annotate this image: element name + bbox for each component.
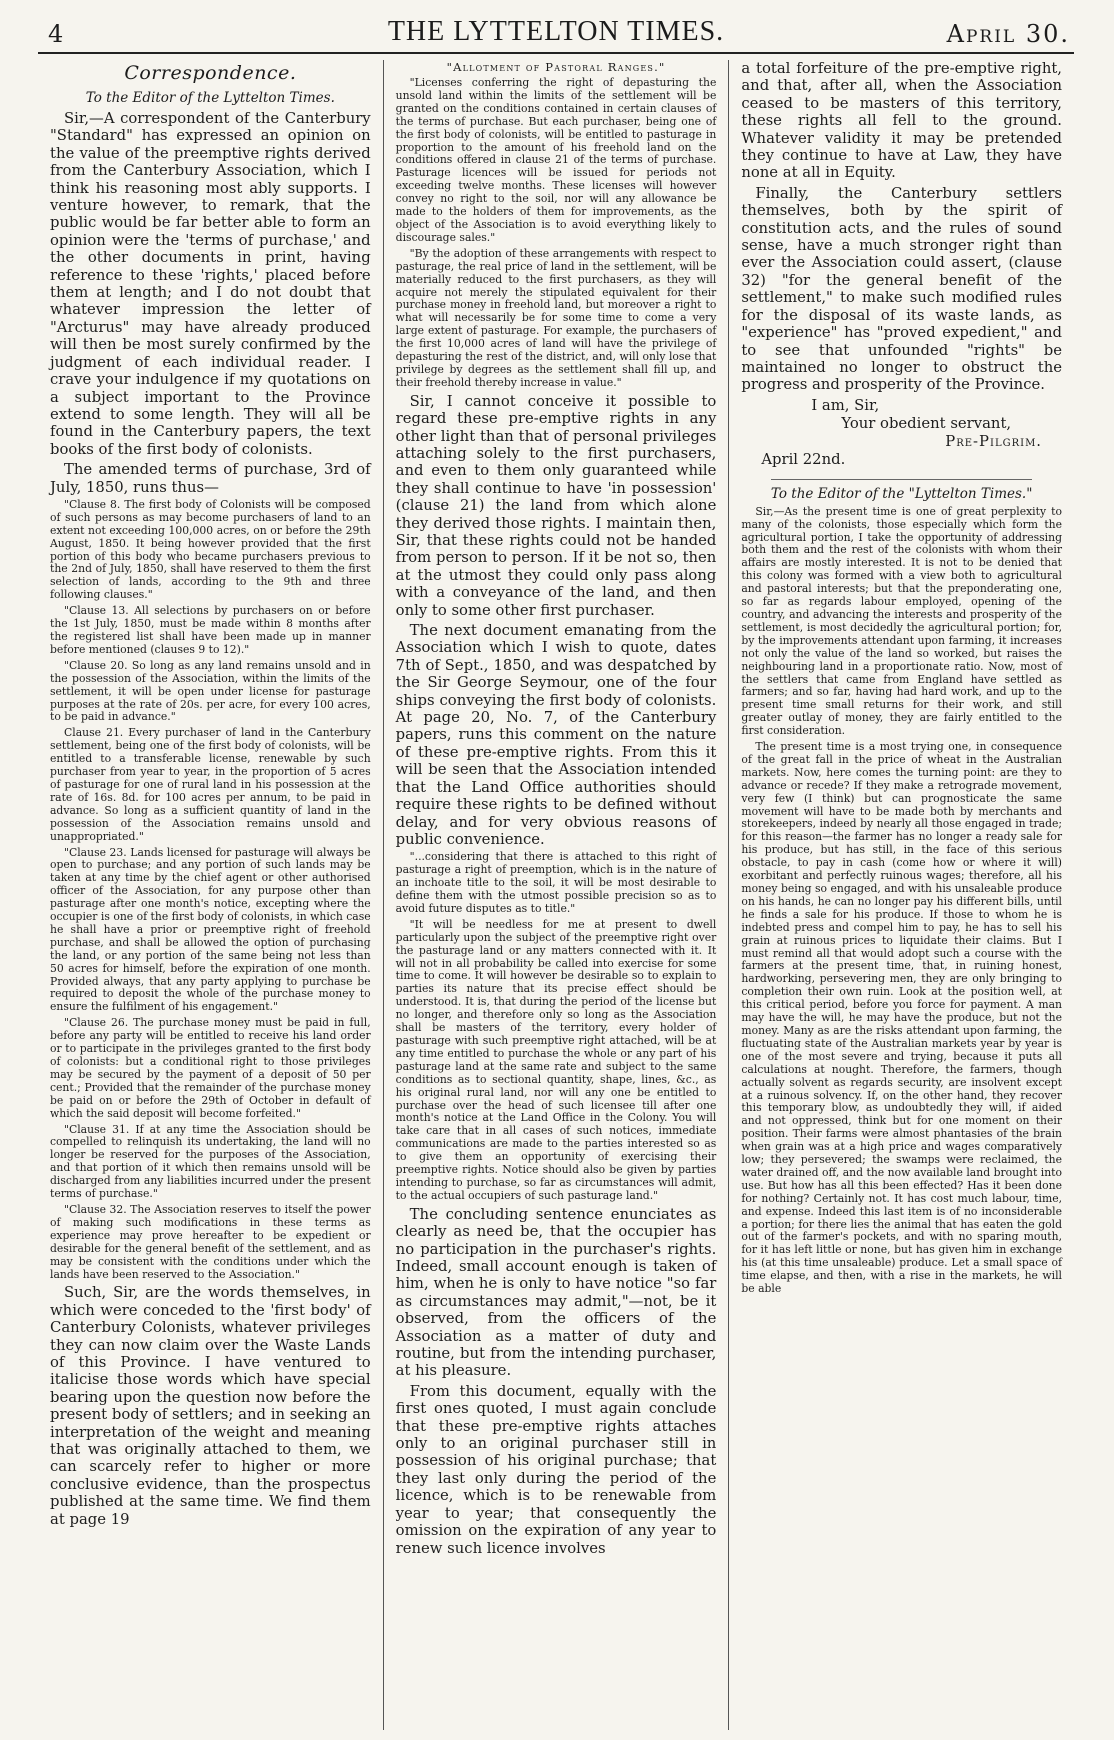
paragraph: Finally, the Canterbury settlers themselves, both by the spirit of constitution acts, and the rules of sound sense, have a much stronger right than ever the Association could assert, (clause 32) "for the general benefit of the settlement," to make such modified rules for the disposal of its waste lands, as "experience" has "proved expedient," and to see that unfounded "rights" be maintained no longer to obstruct the progress and prosperity of the Province.: [741, 184, 1063, 394]
columns: [38, 60, 1074, 1730]
quoted-clause: "Clause 13. All selections by purchasers on or before the 1st July, 1850, must be made within 8 months after the registered list shall have been made up in manner before mentioned (clauses 9 to 12).": [50, 604, 371, 656]
quoted-clause: "Clause 31. If at any time the Association should be compelled to relinquish its undertaking, the land will no longer be reserved for the purposes of the Association, and that portion of it which then remains unsold will be discharged from any liabilities incurred under the present terms of purchase.": [50, 1122, 371, 1201]
quoted-passage: "By the adoption of these arrangements with respect to pasturage, the real price of land in the settlement, will be materially reduced to the first purchasers, as they will acquire not merely the stipulated equivalent for their purchase money in freehold land, but moreover a right to what will necessarily be for some time to come a very large extent of pasturage. For example, the purchasers of the first 10,000 acres of land will have the privilege of depasturing the rest of the district, and, will only lose that privilege by degrees as the settlement shall fill up, and their freehold thereby increase in value.": [395, 246, 717, 389]
paragraph: From this document, equally with the first ones quoted, I must again conclude that these pre-emptive rights attaches only to an original purchaser still in possession of his original purchase; that they last only during the period of the licence, which is to be renewable from year to year; that consequently the omission on the expiration of any year to renew such licence involves: [395, 1382, 717, 1557]
letter-date: April 22nd.: [761, 450, 846, 468]
paragraph: Sir,—As the present time is one of great perplexity to many of the colonists, those especially which form the agricultural portion, I take the opportunity of addressing both them and the rest of the colonists with whom their affairs are mostly interested. It is not to be denied that this colony was formed with a view both to agricultural and pastoral interests; but that the preponderating one, so far as regards labour employed, opening of the country, and advancing the interests and prosperity of the settlement, is most decidedly the agricultural portion; for, by the improvements attendant upon farming, it increases not only the value of the land so worked, but raises the neighbouring land in a proportionate ratio. Now, most of the settlers that came from England have settled as farmers; and so far, having had hard work, and up to the present time small returns for their work, and still greater outlay of money, they are fairly entitled to the first consideration.: [741, 504, 1063, 738]
paragraph: The concluding sentence enunciates as clearly as need be, that the occupier has no participation in the purchaser's rights. Indeed, small account enough is taken of him, when he is only to have notice "so far as circumstances may admit,"—not, be it observed, from the officers of the Association as a matter of duty and routine, but from the intending purchaser, at his pleasure.: [395, 1205, 717, 1380]
letter-salutation: To the Editor of the "Lyttelton Times.": [770, 485, 1033, 502]
closing-line: Your obedient servant,: [841, 414, 1012, 432]
paragraph: a total forfeiture of the pre-emptive right, and that, after all, when the Association ceased to be masters of this territory, these rights all fell to the ground. Whatever validity it may be pretended they continue to have at Law, they have none at all in Equity.: [741, 60, 1063, 182]
quoted-section-heading: "Allotment of Pastoral Ranges.": [446, 60, 666, 74]
column-1: [38, 60, 383, 1730]
quoted-passage: "It will be needless for me at present to dwell particularly upon the subject of the preemptive right over the pasturage land or any matters connected with it. It will not in all probability be called into exercise for some time to come. It will however be desirable so to explain to parties its nature that its precise effect should be understood. It is, that during the period of the license but no longer, and therefore only so long as the Association shall be masters of the territory, every holder of pasturage with such preemptive right attached, will be at any time entitled to purchase the whole or any part of his pasturage land at the same rate and subject to the same conditions as to sectional quantity, shape, lines, &c., as his original rural land, nor will any one be entitled to purchase over the head of such licensee till after one month's notice at the Land Office in the Colony. You will take care that in all cases of such notices, immediate communications are made to the parties interested so as to give them an opportunity of exercising their preemptive rights. Notice should also be given by parties intending to purchase, so far as circumstances will admit, to the actual occupiers of such pasturage land.": [395, 917, 717, 1202]
quoted-clause: "Clause 26. The purchase money must be paid in full, before any party will be entitled to receive his land order or to participate in the privileges granted to the first body of colonists: but a conditional right to those privileges may be secured by the payment of a deposit of 50 per cent.; Provided that the remainder of the purchase money be paid on or before the 29th of October in default of which the said deposit will become forfeited.": [50, 1016, 371, 1120]
quoted-clause: Clause 21. Every purchaser of land in the Canterbury settlement, being one of the first body of colonists, will be entitled to a transferable license, renewable by such purchaser from year to year, in the proportion of 5 acres of pasturage for one of rural land in his possession at the rate of 16s. 8d. for 100 acres per annum, to be paid in advance. So long as a sufficient quantity of land in the possession of the Association remains unsold and unappropriated.": [50, 726, 371, 843]
quoted-clause: "Clause 8. The first body of Colonists will be composed of such persons as may become purchasers of land to an extent not exceeding 100,000 acres, on or before the 29th August, 1850. It being however provided that the first portion of this body who became purchasers previous to the 2nd of July, 1850, shall have reserved to them the first selection of lands, according to the 9th and three following clauses.": [50, 497, 371, 602]
quoted-clause: "Clause 20. So long as any land remains unsold and in the possession of the Association, within the limits of the settlement, it will be open under license for pasturage purposes at the rate of 20s. per acre, for every 100 acres, to be paid in advance.": [50, 658, 371, 724]
section-heading: Correspondence.: [124, 62, 297, 84]
masthead: [38, 14, 1074, 54]
quoted-clause: "Clause 23. Lands licensed for pasturage will always be open to purchase; and any portion of such lands may be taken at any time by the chief agent or other authorised officer of the Association, for any purpose other than pasturage after one month's notice, excepting where the occupier is one of the first body of colonists, in which case he shall have a prior or preemptive right of freehold purchase, and shall be allowed the option of purchasing the land, or any portion of the same being not less than 50 acres for himself, before the expiration of one month. Provided always, that any party applying to purchase be required to deposit the whole of the purchase money to ensure the fulfilment of his engagement.": [50, 845, 371, 1014]
closing-line: I am, Sir,: [811, 396, 880, 414]
paragraph: The next document emanating from the Association which I wish to quote, dates 7th of Sept., 1850, and was despatched by the Sir George Seymour, one of the four ships conveying the first body of colonists. At page 20, No. 7, of the Canterbury papers, runs this comment on the nature of these pre-emptive rights. From this it will be seen that the Association intended that the Land Office authorities should require these rights to be defined without delay, and for very obvious reasons of public convenience.: [395, 622, 717, 848]
paragraph: Sir, I cannot conceive it possible to regard these pre-emptive rights in any other light than that of personal privileges attaching solely to the first purchasers, and even to them only guaranteed while they shall continue to have 'in possession' (clause 21) the land from which alone they derived those rights. I maintain then, Sir, that these rights could not be handed from person to person. If it be not so, then at the utmost they could only pass along with a conveyance of the land, and then only to some other first purchaser.: [395, 392, 717, 619]
paragraph: The amended terms of purchase, 3rd of July, 1850, runs thus—: [50, 461, 371, 496]
column-3: [728, 60, 1074, 1730]
divider: [771, 479, 1032, 480]
paragraph: Sir,—A correspondent of the Canterbury "Standard" has expressed an opinion on the value of the preemptive rights derived from the Canterbury Association, which I think his reasoning most ably supports. I venture however, to remark, that the public would be far better able to form an opinion were the 'terms of purchase,' and the other documents in print, having reference to these 'rights,' placed before them at length; and I do not doubt that whatever impression the letter of "Arcturus" may have already produced will then be most surely confirmed by the judgment of each individual reader. I crave your indulgence if my quotations on a subject important to the Province extend to some length. They will all be found in the Canterbury papers, the text books of the first body of colonists.: [50, 110, 371, 458]
paragraph: Such, Sir, are the words themselves, in which were conceded to the 'first body' of Canterbury Colonists, whatever privileges they can now claim over the Waste Lands of this Province. I have ventured to italicise those words which have special bearing upon the question now before the present body of settlers; and in seeking an interpretation of the weight and meaning that was originally attached to them, we can scarcely refer to higher or more conclusive evidence, than the prospectus published at the same time. We find them at page 19: [50, 1284, 371, 1528]
letter-salutation: To the Editor of the Lyttelton Times.: [85, 90, 335, 106]
quoted-passage: "...considering that there is attached to this right of pasturage a right of preemption, which is in the nature of an inchoate title to the soil, it will be most desirable to define them with the utmost possible precision so as to avoid future disputes as to title.": [395, 850, 717, 915]
page-number: 4: [48, 20, 64, 48]
quoted-clause: "Clause 32. The Association reserves to itself the power of making such modifications in these terms as experience may prove hereafter to be expedient or desirable for the general benefit of the settlement, and as may be consistent with the conditions under which the lands have been reserved to the Association.": [50, 1202, 371, 1281]
column-2: [383, 60, 729, 1730]
quoted-passage: "Licenses conferring the right of depasturing the unsold land within the limits of the settlement will be granted on the conditions contained in certain clauses of the terms of purchase. But each purchaser, being one of the first body of colonists, will be entitled to pasturage in proportion to the amount of his freehold land on the conditions offered in clause 21 of the terms of purchase. Pasturage licences will be issued for periods not exceeding twelve months. These licenses will however convey no right to the soil, nor will any allowance be made to the holders of them for improvements, as the object of the Association is to avoid everything likely to discourage sales.": [395, 76, 717, 244]
issue-date: April 30.: [946, 20, 1070, 48]
newspaper-title: THE LYTTELTON TIMES.: [387, 16, 725, 47]
signature-name: Pre-Pilgrim.: [945, 432, 1043, 450]
signature-block: [741, 397, 1062, 469]
paragraph: The present time is a most trying one, in consequence of the great fall in the price of wheat in the Australian markets. Now, here comes the turning point: are they to advance or recede? If they make a retrograde movement, very few (I think) but can prognosticate the same movement will have to be made both by merchants and storekeepers, indeed by nearly all those engaged in trade; for this reason—the farmer has no longer a ready sale for his produce, but has still, in the face of this serious obstacle, to pay in cash (come how or where it will) exorbitant and perfectly ruinous wages; therefore, all his money being so engaged, and with his unsaleable produce on his hands, he can no longer pay his different bills, until he finds a sale for his produce. If those to whom he is indebted press and compel him to pay, he has to sell his grain at ruinous prices to liquidate their claims. But I must remind all that would adopt such a course with the farmers at the present time, that, in ruining honest, hardworking, persevering men, they are only bringing to completion their own ruin. Look at the position well, at this critical period, before you force for payment. A man may have the will, he may have the produce, but not the money. Many as are the risks attendant upon farming, the fluctuating state of the Australian markets year by year is one of the most severe and trying, because it puts all calculations at nought. Therefore, the farmers, though actually solvent as regards security, are insolvent except at a ruinous solvency. If, on the other hand, they recover this temporary blow, as undoubtedly they will, if aided and not oppressed, think but for one moment on their position. Their farms were almost phantasies of the brain when grain was at a high price and wages comparatively low; they persevered; the swamps were reclaimed, the water drained off, and the now available land brought into use. But how has all this been effected? Has it been done for nothing? Certainly not. It has cost much labour, time, and expense. Indeed this last item is of no inconsiderable a portion; for there lies the animal that has eaten the gold out of the farmer's pockets, and with no sparing mouth, for it has left little or none, but has given him in exchange his (at this time unsaleable) produce. Let a small space of time elapse, and then, with a rise in the markets, he will be able: [741, 740, 1063, 1296]
